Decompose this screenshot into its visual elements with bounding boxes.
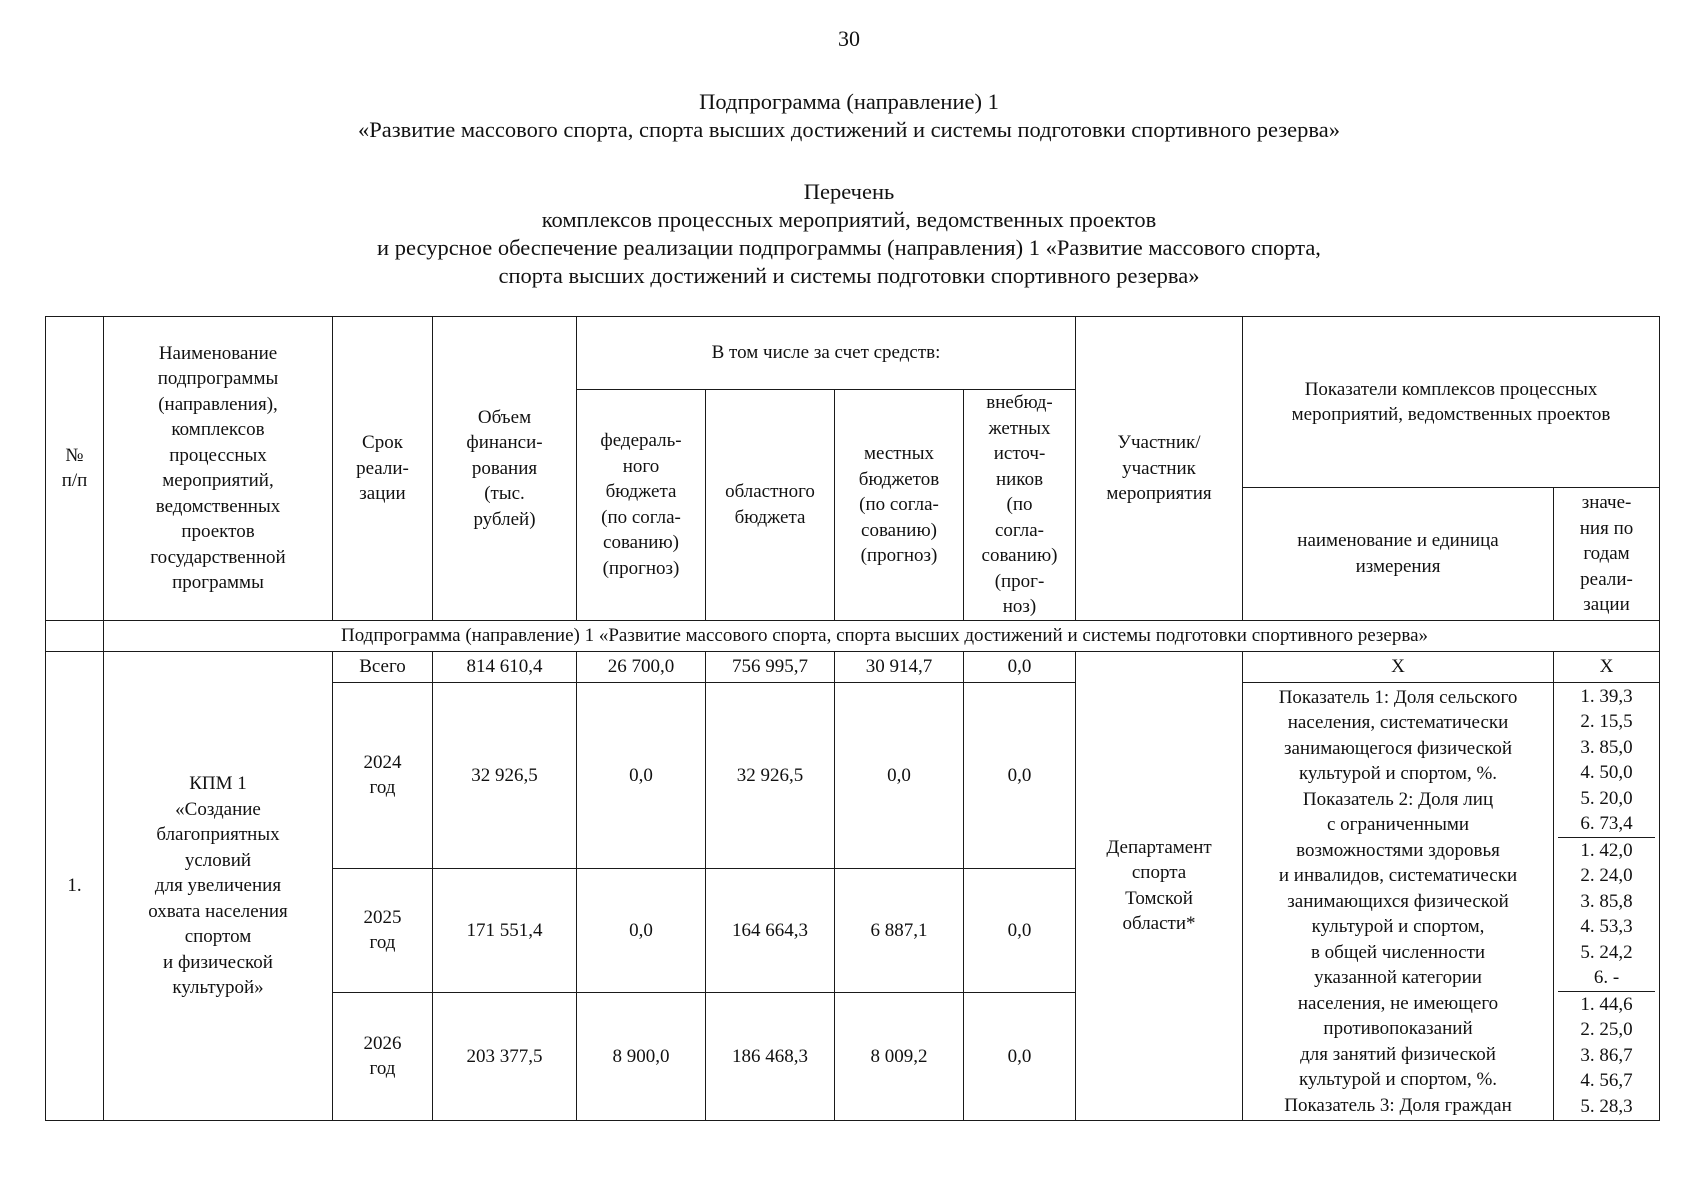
indicator-text bbox=[1243, 682, 1554, 1121]
indicator-value: 1. 42,0 bbox=[1580, 839, 1633, 861]
text-line: реали- bbox=[1580, 568, 1633, 590]
text-line: государственной bbox=[150, 546, 286, 568]
federal-2026: 8 900,0 bbox=[577, 992, 706, 1120]
text-line: 2024 bbox=[363, 751, 402, 773]
text-line: Показатель 2: Доля лиц bbox=[1302, 788, 1494, 810]
text-line: мероприятий, bbox=[162, 470, 274, 492]
text-line: программы bbox=[172, 572, 264, 594]
regional-2024: 32 926,5 bbox=[706, 682, 835, 869]
heading-line: «Развитие массового спорта, спорта высших достижений и системы подготовки спортивного резерва» bbox=[358, 117, 1340, 142]
text-line: с ограниченными bbox=[1327, 814, 1470, 835]
term-2026 bbox=[333, 992, 433, 1120]
text-line: участник bbox=[1122, 457, 1196, 479]
indicator-values-cell bbox=[1554, 682, 1660, 1121]
indicator-values-total: Х bbox=[1554, 651, 1660, 682]
text-line: областного bbox=[725, 481, 815, 503]
text-line: зации bbox=[1583, 594, 1630, 616]
text-line: проектов bbox=[181, 521, 255, 543]
federal-2024: 0,0 bbox=[577, 682, 706, 869]
indicator-values-group-1 bbox=[1558, 684, 1655, 838]
text-line: Объем bbox=[477, 406, 532, 428]
extra-2025: 0,0 bbox=[964, 869, 1076, 992]
text-line: ведомственных bbox=[155, 495, 281, 517]
text-line: ного bbox=[622, 455, 660, 477]
indicator-value: 4. 50,0 bbox=[1580, 762, 1633, 783]
header-federal bbox=[577, 390, 706, 621]
text-line: и физической bbox=[163, 951, 273, 973]
text-line: занимающегося физической bbox=[1283, 737, 1513, 759]
regional-2026: 186 468,3 bbox=[706, 992, 835, 1120]
header-participant bbox=[1076, 317, 1243, 621]
text-line: реали- bbox=[356, 457, 409, 479]
resource-table bbox=[45, 316, 1660, 1121]
text-line: (прогноз) bbox=[602, 557, 680, 579]
text-line: жетных bbox=[988, 417, 1051, 439]
header-indicator-name bbox=[1243, 488, 1554, 620]
indicator-value: 6. - bbox=[1593, 967, 1620, 988]
text-line: указанной категории bbox=[1314, 967, 1482, 988]
volume-2024: 32 926,5 bbox=[433, 682, 577, 869]
text-line: комплексов bbox=[171, 419, 265, 441]
text-line: для занятий физической bbox=[1300, 1043, 1496, 1065]
text-line: спортом bbox=[184, 926, 252, 947]
text-line: области* bbox=[1122, 913, 1196, 935]
header-local bbox=[835, 390, 964, 621]
title-line: Перечень bbox=[803, 179, 895, 204]
text-line: источ- bbox=[993, 443, 1046, 464]
indicator-value: 3. 85,8 bbox=[1580, 890, 1633, 912]
header-including: В том числе за счет средств: bbox=[577, 317, 1076, 390]
title-line: спорта высших достижений и системы подготовки спортивного резерва» bbox=[498, 263, 1200, 288]
indicator-values-group-2 bbox=[1558, 838, 1655, 992]
local-total: 30 914,7 bbox=[835, 651, 964, 682]
text-line: мероприятий, ведомственных проектов bbox=[1291, 404, 1611, 426]
text-line: сованию) bbox=[861, 519, 937, 541]
text-line: Участник/ bbox=[1117, 432, 1201, 453]
indicator-value: 5. 28,3 bbox=[1580, 1095, 1633, 1117]
header-volume bbox=[433, 317, 577, 621]
text-line: Показатели комплексов процессных bbox=[1304, 378, 1598, 400]
text-line: (направления), bbox=[158, 393, 278, 415]
text-line: местных bbox=[863, 443, 935, 464]
federal-total: 26 700,0 bbox=[577, 651, 706, 682]
regional-2025: 164 664,3 bbox=[706, 869, 835, 992]
header-name bbox=[104, 317, 333, 621]
text-line: спорта bbox=[1131, 862, 1187, 884]
text-line: год bbox=[369, 932, 396, 954]
text-line: год bbox=[369, 1058, 396, 1080]
text-line: ников bbox=[995, 468, 1044, 490]
indicator-value: 5. 20,0 bbox=[1580, 787, 1633, 809]
text-line: условий bbox=[184, 849, 252, 871]
volume-2026: 203 377,5 bbox=[433, 992, 577, 1120]
header-regional bbox=[706, 390, 835, 621]
text-line: финанси- bbox=[466, 432, 543, 453]
title-line: и ресурсное обеспечение реализации подпрограммы (направления) 1 «Развитие массового спорта, bbox=[377, 235, 1321, 260]
indicator-value: 2. 24,0 bbox=[1580, 865, 1633, 886]
text-line: федераль- bbox=[600, 430, 682, 452]
text-line: мероприятия bbox=[1106, 483, 1212, 504]
text-line: (тыс. bbox=[484, 483, 525, 504]
text-line: в общей численности bbox=[1310, 941, 1486, 963]
text-line: культурой и спортом, %. bbox=[1298, 1069, 1498, 1090]
local-2025: 6 887,1 bbox=[835, 869, 964, 992]
heading-line: Подпрограмма (направление) 1 bbox=[699, 89, 999, 114]
extra-2024: 0,0 bbox=[964, 682, 1076, 869]
text-line: бюджета bbox=[734, 506, 806, 528]
text-line: 2025 bbox=[363, 906, 402, 928]
regional-total: 756 995,7 bbox=[706, 651, 835, 682]
text-line: населения, систематически bbox=[1287, 712, 1509, 733]
text-line: измерения bbox=[1355, 555, 1441, 577]
subprogram-row: Подпрограмма (направление) 1 «Развитие массового спорта, спорта высших достижений и системы подготовки спортивного резерва» bbox=[104, 620, 1660, 651]
row-number: 1. bbox=[46, 651, 104, 1121]
text-line: ния по bbox=[1579, 517, 1634, 539]
text-line: для увеличения bbox=[154, 875, 282, 896]
volume-total: 814 610,4 bbox=[433, 651, 577, 682]
document-title bbox=[0, 178, 1698, 290]
text-line: п/п bbox=[61, 470, 88, 492]
indicator-values-group-3 bbox=[1558, 992, 1655, 1120]
text-line: (по bbox=[1006, 494, 1033, 515]
text-line: культурой и спортом, bbox=[1311, 916, 1485, 937]
text-line: сованию) bbox=[981, 545, 1058, 566]
header-extrabudget bbox=[964, 390, 1076, 621]
header-term bbox=[333, 317, 433, 621]
text-line: Срок bbox=[362, 432, 403, 453]
header-num bbox=[46, 317, 104, 621]
subprogram-num-cell bbox=[46, 620, 104, 651]
text-line: (прогноз) bbox=[860, 545, 938, 566]
text-line: культурой» bbox=[172, 977, 264, 998]
text-line: бюджетов bbox=[858, 468, 940, 490]
text-line: зации bbox=[359, 483, 406, 504]
header-indicator-values bbox=[1554, 488, 1660, 620]
text-line: противопоказаний bbox=[1323, 1018, 1473, 1039]
extra-2026: 0,0 bbox=[964, 992, 1076, 1120]
term-total: Всего bbox=[333, 651, 433, 682]
header-indicators bbox=[1243, 317, 1660, 488]
indicator-value: 2. 15,5 bbox=[1580, 711, 1633, 732]
indicator-value: 3. 85,0 bbox=[1580, 736, 1633, 758]
extra-total: 0,0 bbox=[964, 651, 1076, 682]
text-line: год bbox=[369, 777, 396, 799]
federal-2025: 0,0 bbox=[577, 869, 706, 992]
indicator-value: 6. 73,4 bbox=[1580, 813, 1633, 834]
text-line: наименование и единица bbox=[1297, 530, 1499, 552]
subprogram-heading bbox=[0, 88, 1698, 144]
text-line: благоприятных bbox=[156, 824, 280, 845]
text-line: культурой и спортом, %. bbox=[1298, 763, 1498, 784]
text-line: возможностями здоровья bbox=[1296, 839, 1500, 861]
text-line: 2026 bbox=[363, 1032, 402, 1054]
title-line: комплексов процессных мероприятий, ведомственных проектов bbox=[541, 207, 1157, 232]
text-line: (по согла- bbox=[859, 494, 939, 515]
text-line: населения, не имеющего bbox=[1297, 992, 1499, 1014]
volume-2025: 171 551,4 bbox=[433, 869, 577, 992]
text-line: ноз) bbox=[1002, 596, 1037, 617]
text-line: Наименование bbox=[158, 342, 278, 364]
text-line: сованию) bbox=[603, 532, 679, 554]
text-line: «Создание bbox=[175, 798, 261, 820]
text-line: подпрограммы bbox=[157, 368, 279, 390]
kpm-name bbox=[104, 651, 333, 1121]
indicator-value: 4. 56,7 bbox=[1580, 1070, 1633, 1091]
text-line: значе- bbox=[1581, 492, 1632, 514]
indicator-value: 1. 44,6 bbox=[1580, 993, 1633, 1015]
text-line: охвата населения bbox=[148, 900, 288, 922]
text-line: согла- bbox=[995, 519, 1045, 541]
term-2025 bbox=[333, 869, 433, 992]
text-line: (по согла- bbox=[601, 506, 681, 528]
text-line: № bbox=[65, 444, 84, 466]
text-line: годам bbox=[1583, 543, 1630, 565]
indicator-value: 1. 39,3 bbox=[1580, 685, 1633, 707]
local-2026: 8 009,2 bbox=[835, 992, 964, 1120]
text-line: рублей) bbox=[473, 508, 536, 530]
indicator-value: 3. 86,7 bbox=[1580, 1044, 1633, 1066]
text-line: (прог- bbox=[994, 570, 1045, 592]
indicator-name-total: Х bbox=[1243, 651, 1554, 682]
text-line: Показатель 1: Доля сельского bbox=[1278, 686, 1518, 708]
indicator-value: 5. 24,2 bbox=[1580, 941, 1633, 963]
text-line: процессных bbox=[169, 444, 267, 466]
text-line: бюджета bbox=[605, 481, 677, 503]
indicator-value: 4. 53,3 bbox=[1580, 916, 1633, 937]
text-line: Томской bbox=[1125, 887, 1193, 909]
text-line: рования bbox=[471, 457, 538, 479]
text-line: занимающихся физической bbox=[1287, 890, 1509, 912]
text-line: Показатель 3: Доля граждан bbox=[1284, 1094, 1512, 1116]
indicator-value: 2. 25,0 bbox=[1580, 1019, 1633, 1040]
local-2024: 0,0 bbox=[835, 682, 964, 869]
term-2024 bbox=[333, 682, 433, 869]
page-number: 30 bbox=[838, 26, 860, 51]
participant-cell bbox=[1076, 651, 1243, 1121]
text-line: внебюд- bbox=[986, 392, 1053, 413]
text-line: КПМ 1 bbox=[189, 773, 247, 794]
text-line: и инвалидов, систематически bbox=[1278, 865, 1518, 886]
text-line: Департамент bbox=[1106, 836, 1212, 858]
